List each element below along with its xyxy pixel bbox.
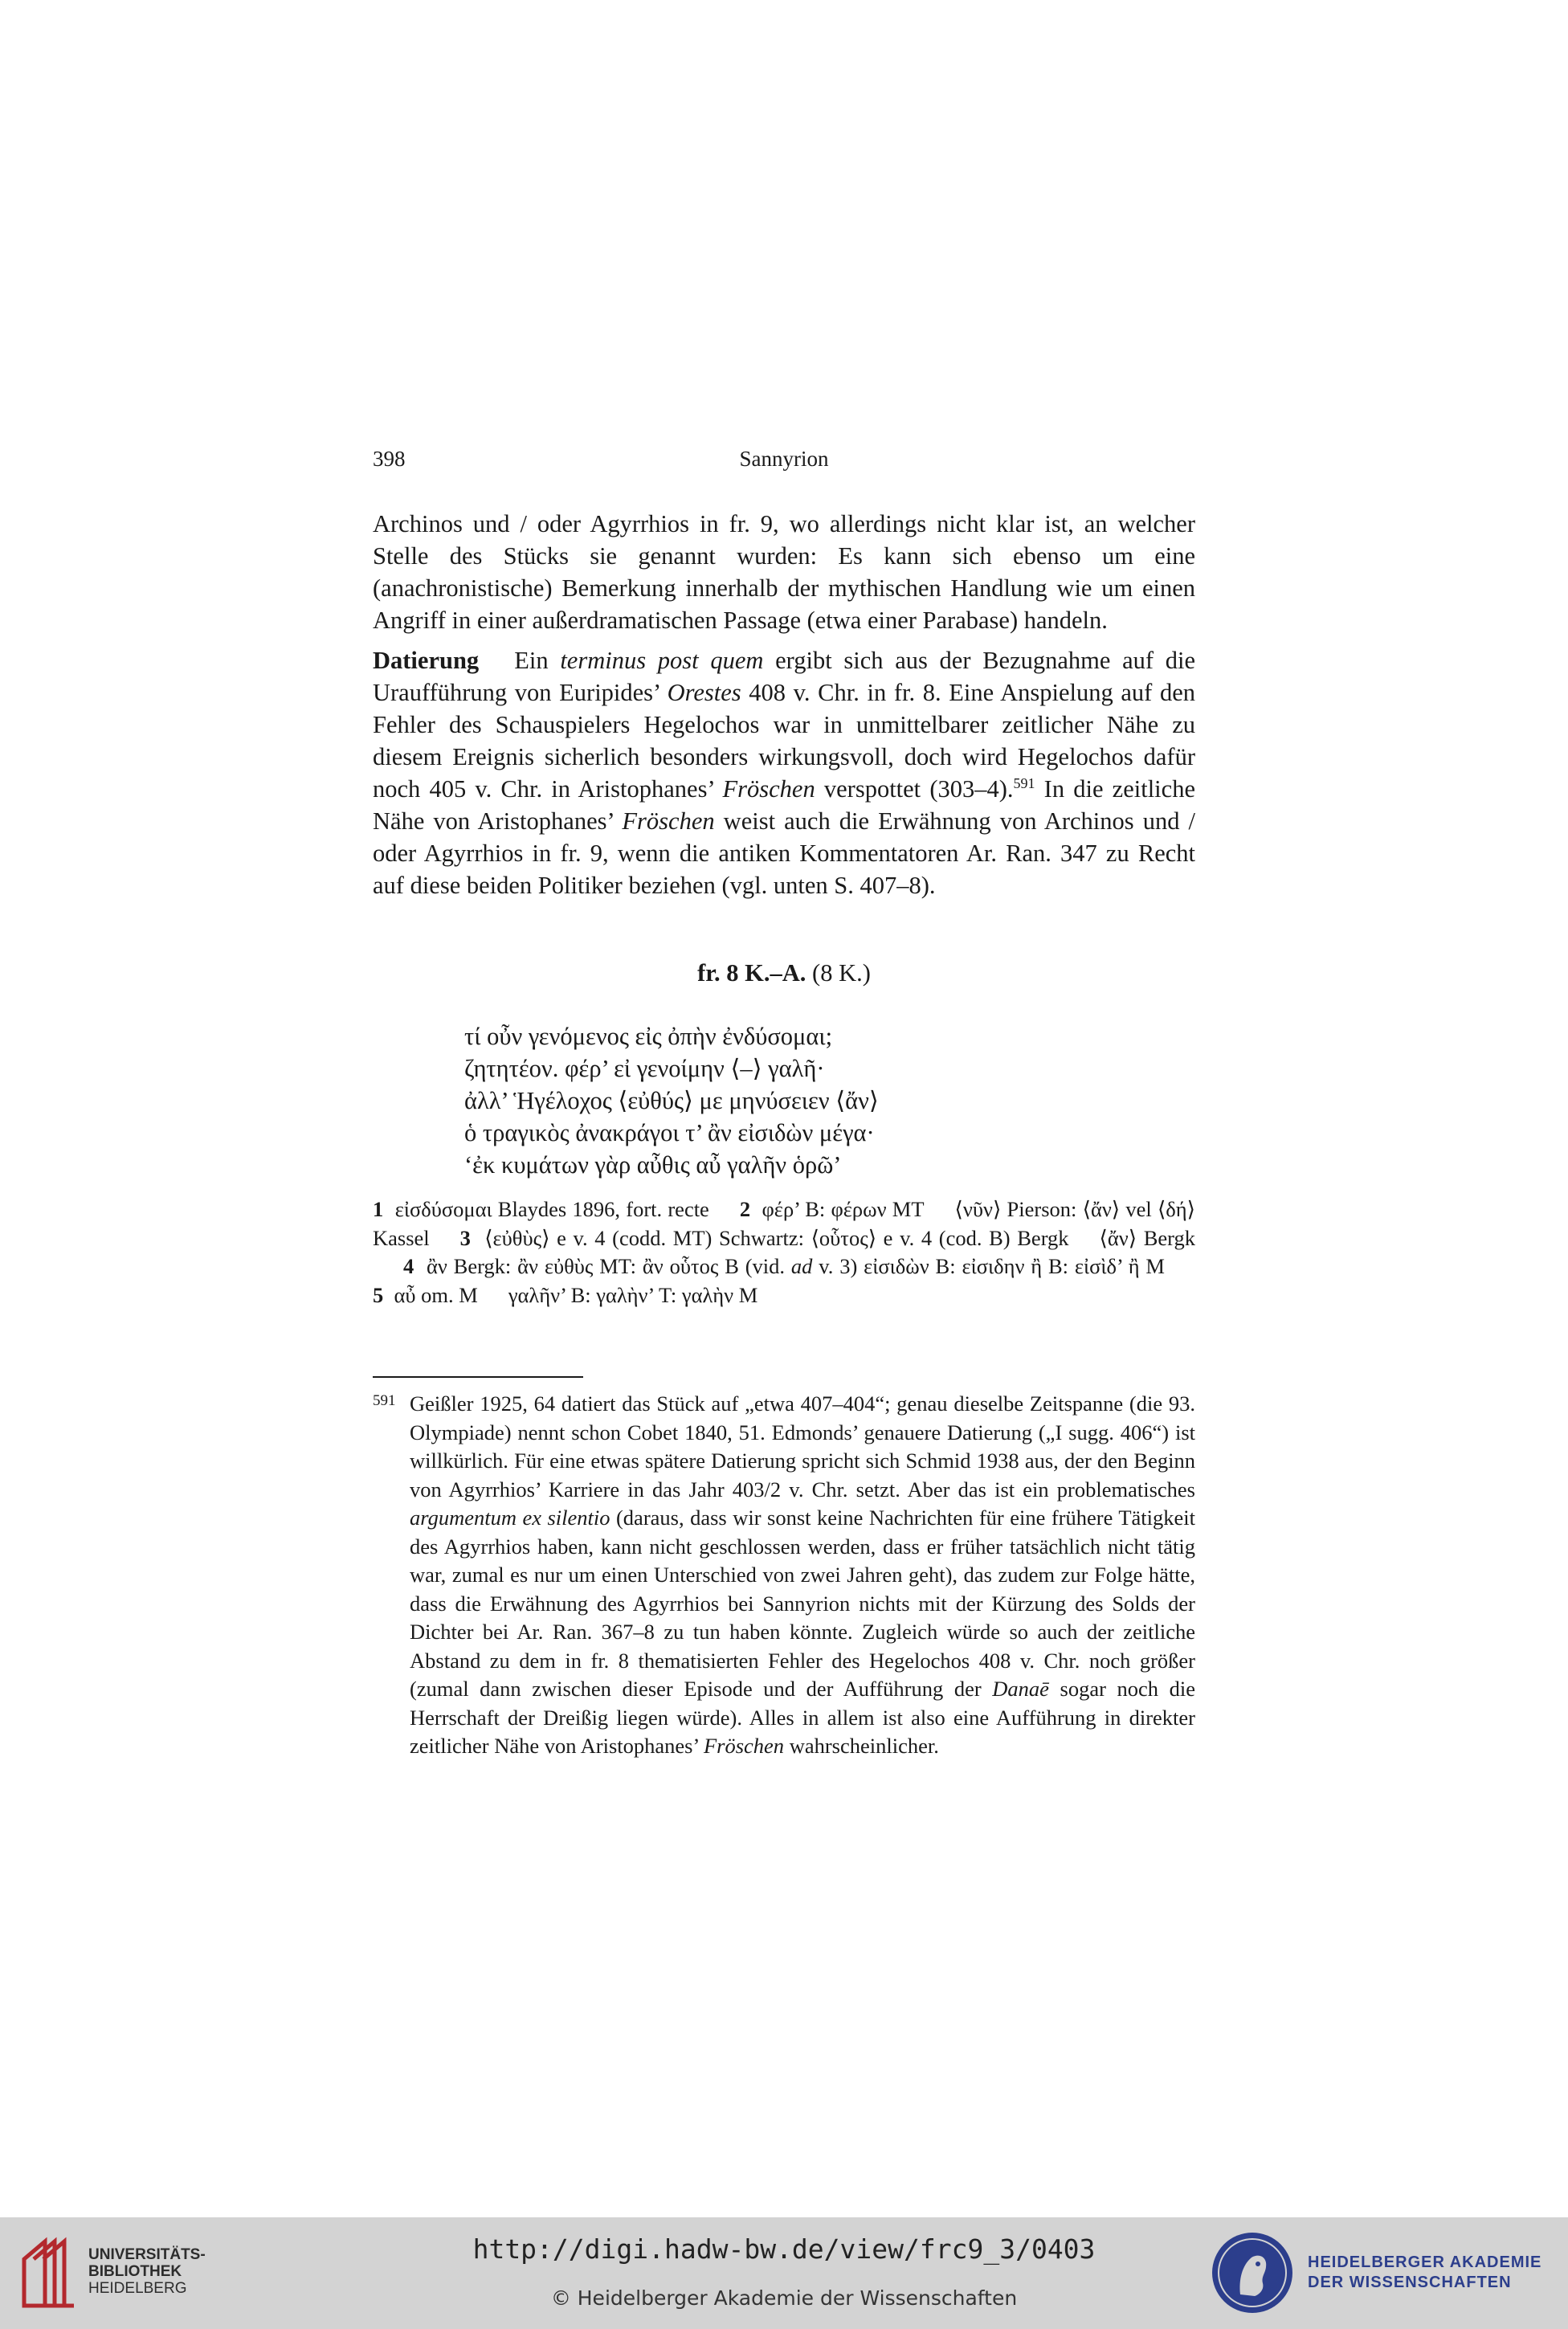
verse-line: ‘ἐκ κυμάτων γὰρ αὖθις αὖ γαλῆν ὁρῶ’ xyxy=(464,1151,842,1179)
fragment-number: fr. 8 K.–A. xyxy=(697,959,806,987)
text-run: sogar noch die Herrschaft der Dreißig liegen würde). Alles in allem ist also eine Aufführung in direkter zeitlicher Nähe von Aristophanes’ xyxy=(410,1677,1195,1758)
italic-title: Fröschen xyxy=(703,1734,785,1758)
verse-line: ἀλλ’ Ἡγέλοχος ⟨εὐθύς⟩ με μηνύσειεν ⟨ἄν⟩ xyxy=(464,1087,879,1114)
paragraph-intro: Archinos und / oder Agyrrhios in fr. 9, wo allerdings nicht klar ist, an welcher Stelle des Stücks sie genannt wurden: Es kann sich ebenso um eine (anachronistische) Bemerkung innerhalb der mythischen Handlung wie um einen Angriff in einer außerdramatischen Passage (etwa einer Parabase) handeln. xyxy=(373,510,1195,634)
apparatus-line-number: 2 xyxy=(739,1197,751,1221)
text-run: 408 v. Chr. in fr. 8. Eine Anspielung auf den Fehler des Schauspielers Hegelochos war in unmittelbarer zeitlicher Nähe zu diesem Ereignis sicherlich besonders wirkungsvoll, doch wird Hegelochos dafür noch 405 v. Chr. in Aristophanes’ xyxy=(373,679,1195,803)
apparatus-entry: ⟨νῦν⟩ Pierson: ⟨ἄν⟩ vel ⟨δή⟩ Kassel xyxy=(373,1197,1195,1250)
library-name-line: BIBLIOTHEK xyxy=(88,2263,182,2280)
italic-title: Fröschen xyxy=(722,775,815,803)
footnote xyxy=(373,1390,1195,1761)
apparatus-entry: ⟨ἄν⟩ Bergk xyxy=(1099,1225,1196,1250)
apparatus-entry: ⟨εὐθὺς⟩ e v. 4 (codd. MT) Schwartz: ⟨οὗτος⟩ e v. 4 (cod. B) Bergk xyxy=(484,1225,1069,1250)
italic-title: Fröschen xyxy=(622,807,715,835)
italic-title: Orestes xyxy=(667,679,741,706)
running-title: Sannyrion xyxy=(739,447,829,471)
copyright-notice: © Heidelberger Akademie der Wissenschaften xyxy=(550,2286,1018,2310)
academy-seal-icon[interactable] xyxy=(1210,2230,1295,2315)
academy-name-line: DER WISSENSCHAFTEN xyxy=(1308,2274,1512,2291)
greek-verses xyxy=(464,1020,879,1181)
text-run: weist auch die Erwähnung von Archinos und / oder Agyrrhios in fr. 9, wenn die antiken Kommentatoren Ar. Ran. 347 zu Recht auf diese beiden Politiker beziehen (vgl. unten S. 407–8). xyxy=(373,807,1195,899)
library-name-line: UNIVERSITÄTS- xyxy=(88,2246,206,2263)
page-number: 398 xyxy=(373,447,406,471)
apparatus-entry: v. 3) εἰσιδὼν B: εἰσιδην ἢ B: εἰσὶδ’ ἢ M xyxy=(812,1254,1165,1278)
footnote-divider xyxy=(373,1376,583,1378)
apparatus-italic: ad xyxy=(790,1254,813,1278)
text-run: In die zeitliche Nähe von Aristophanes’ xyxy=(373,775,1195,835)
apparatus-entry: ἂν Bergk: ἂν εὐθὺς MT: ἂν οὗτος B (vid. xyxy=(426,1254,791,1278)
italic-term: terminus post quem xyxy=(560,647,764,674)
apparatus-entry: φέρ’ B: φέρων MT xyxy=(762,1197,925,1221)
apparatus-line-number: 5 xyxy=(373,1282,384,1307)
apparatus-line-number: 1 xyxy=(373,1197,384,1221)
library-name-line: HEIDELBERG xyxy=(88,2280,187,2297)
viewer-footer-bar xyxy=(0,2217,1568,2329)
fragment-alt-number: (8 K.) xyxy=(806,959,871,987)
text-run: (daraus, dass wir sonst keine Nachrichten für eine frühere Tätigkeit des Agyrrhios haben, kann nicht geschlossen werden, dass er früher tatsächlich nicht tätig war, zumal es nur um einen Unterschied von zwei Jahren geht), das zudem zur Folge hätte, dass die Erwähnung des Agyrrhios bei Sannyrion nichts mit der Kürzung des Solds der Dichter bei Ar. Ran. 367–8 zu tun haben könnte. Zugleich würde so auch der zeitliche Abstand zu dem in fr. 8 thematisierten Fehler des Hegelochos 408 v. Chr. noch größer (zumal dann zwischen dieser Episode und der Aufführung der xyxy=(410,1506,1195,1701)
apparatus-line-number: 3 xyxy=(459,1225,471,1250)
permalink-url[interactable]: http://digi.hadw-bw.de/view/frc9_3/0403 xyxy=(472,2233,1096,2265)
apparatus-entry: εἰσδύσομαι Blaydes 1896, fort. recte xyxy=(394,1197,709,1221)
academy-name xyxy=(1308,2253,1541,2293)
italic-title: Danaē xyxy=(992,1677,1049,1701)
apparatus-line-number: 4 xyxy=(403,1254,414,1278)
fragment-heading xyxy=(373,959,1195,987)
text-run: wahrscheinlicher. xyxy=(784,1734,939,1758)
text-run: verspottet (303–4). xyxy=(815,775,1014,803)
verse-line: τί οὖν γενόμενος εἰς ὀπὴν ἐνδύσομαι; xyxy=(464,1023,833,1050)
footnote-number: 591 xyxy=(373,1392,396,1409)
academy-name-line: HEIDELBERGER AKADEMIE xyxy=(1308,2253,1542,2271)
footnote-reference[interactable]: 591 xyxy=(1013,774,1035,791)
section-label-datierung: Datierung xyxy=(373,647,480,674)
italic-term: argumentum ex silentio xyxy=(410,1506,610,1530)
paragraph-dating xyxy=(373,644,1195,901)
text-run: Ein xyxy=(514,647,561,674)
verse-line: ζητητέον. φέρ’ εἰ γενοίμην ⟨–⟩ γαλῆ· xyxy=(464,1055,825,1082)
critical-apparatus xyxy=(373,1195,1195,1310)
footnote-text xyxy=(410,1390,1195,1761)
text-run: ergibt sich aus der Bezugnahme auf die Uraufführung von Euripides’ xyxy=(373,647,1196,706)
apparatus-entry: αὖ om. M xyxy=(394,1282,478,1307)
verse-line: ὁ τραγικὸς ἀνακράγοι τ’ ἂν εἰσιδὼν μέγα· xyxy=(464,1119,875,1146)
text-run: Geißler 1925, 64 datiert das Stück auf „etwa 407–404“; genau dieselbe Zeitspanne (die 93. Olympiade) nennt schon Cobet 1840, 51. Edmonds’ genauere Datierung („I sugg. 406“) ist willkürlich. Für eine etwas spätere Datierung spricht sich Schmid 1938 aus, der den Beginn von Agyrrhios’ Karriere in das Jahr 403/2 v. Chr. setzt. Aber das ist ein problematisches xyxy=(410,1391,1195,1502)
apparatus-entry: γαλῆν’ B: γαλὴν’ T: γαλὴν M xyxy=(508,1282,758,1307)
